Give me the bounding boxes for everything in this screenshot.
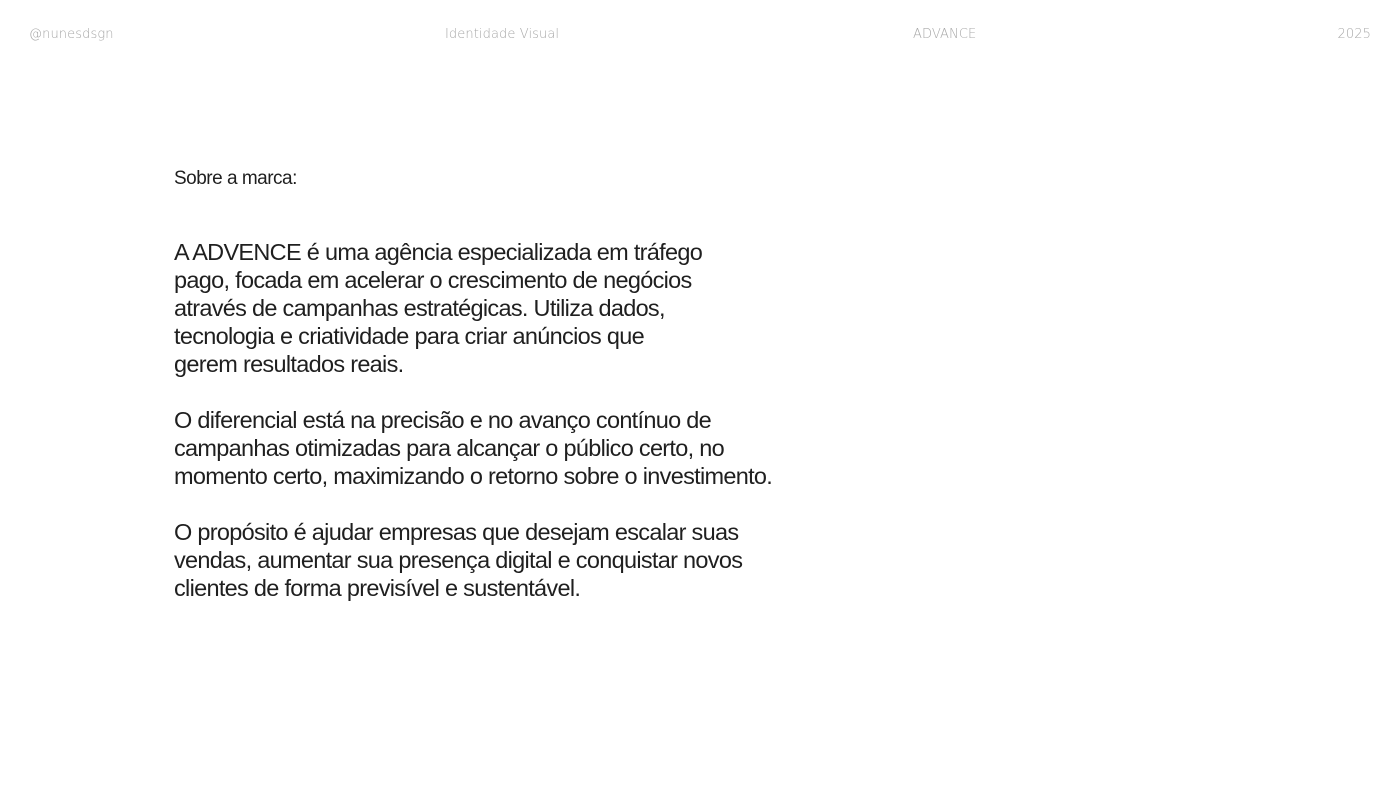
- section-name: Identidade Visual: [445, 27, 560, 42]
- brand-name: ADVANCE: [913, 27, 977, 42]
- year-label: 2025: [1337, 27, 1371, 42]
- paragraph-differential: O diferencial está na precisão e no avanço contínuo de campanhas otimizadas para alcançar o público certo, no momento certo, maximizando o retorno sobre o investimento.: [174, 407, 773, 489]
- author-handle: @nunesdsgn: [29, 27, 114, 42]
- page-header: [0, 27, 1400, 47]
- paragraph-purpose: O propósito é ajudar empresas que desejam escalar suas vendas, aumentar sua presença digital e conquistar novos clientes de forma previsível e sustentável.: [174, 519, 743, 601]
- section-title: Sobre a marca:: [174, 168, 297, 189]
- about-section: [174, 168, 854, 602]
- paragraph-intro: A ADVENCE é uma agência especializada em tráfego pago, focada em acelerar o crescimento de negócios através de campanhas estratégicas. Utiliza dados, tecnologia e criatividade para criar anúncios que gerem resultados reais.: [174, 239, 703, 377]
